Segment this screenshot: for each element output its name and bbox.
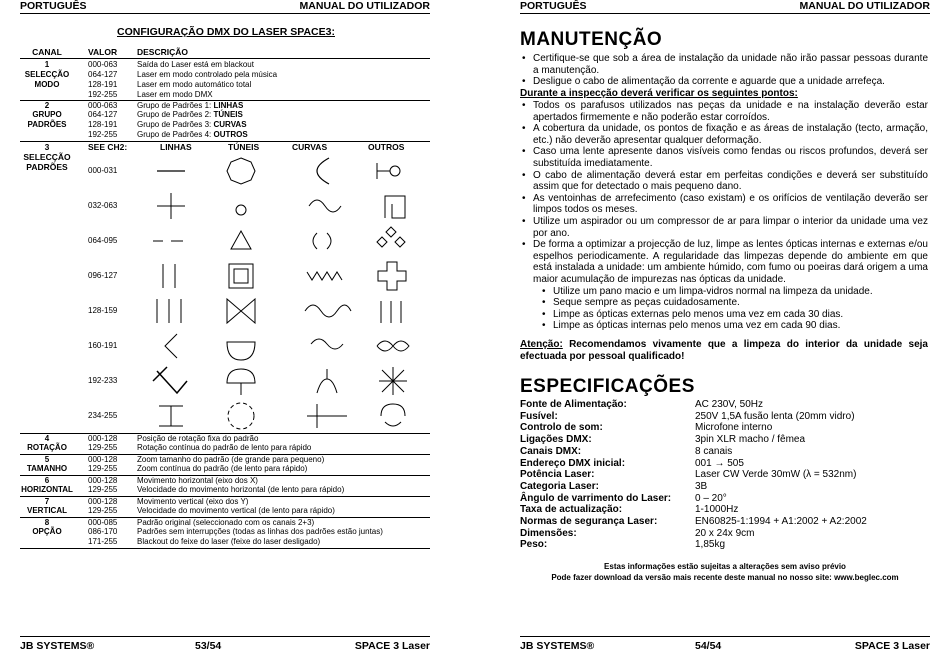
value-range: 128-191 [88, 120, 118, 129]
list-item: • Limpe as ópticas internas pelo menos uma vez em cada 90 dias. [520, 320, 928, 332]
channel-number: 5 [44, 455, 50, 464]
group-name: LINHAS [213, 101, 244, 110]
desc-prefix: Grupo de Padrões 2: [137, 110, 214, 119]
pattern-arc-icon [313, 233, 317, 249]
page-header [20, 0, 430, 14]
footer-brand: JB SYSTEMS® [520, 640, 595, 652]
footer-product: SPACE 3 Laser [354, 640, 430, 652]
header-language: PORTUGUÊS [520, 0, 587, 12]
list-item: • Limpe as ópticas externas pelo menos uma vez em cada 30 dias. [520, 309, 928, 321]
download-line: Pode fazer download da versão mais recente deste manual no nosso site: www.beglec.com [551, 573, 899, 582]
pattern-half-circle-icon [227, 342, 255, 360]
description: Movimento horizontal (eixo dos X) [137, 476, 258, 485]
value-range: 000-063 [88, 60, 118, 69]
spec-row [520, 504, 930, 516]
list-item: • Utilize um pano macio e um limpa-vidros normal na limpeza da unidade. [520, 286, 928, 298]
footer-product: SPACE 3 Laser [854, 640, 930, 652]
col-valor: VALOR [88, 47, 118, 57]
spec-value: 250V 1,5A fusão lenta (20mm vidro) [695, 410, 855, 422]
value-range: 000-031 [88, 166, 118, 175]
pattern-row [20, 258, 430, 293]
disclaimer-note [520, 561, 930, 583]
value-range: 192-255 [88, 130, 118, 139]
description: Saída do Laser está em blackout [137, 60, 254, 69]
group-lines: LINHAS [160, 142, 192, 152]
value-range: 064-127 [88, 110, 118, 119]
spec-row [520, 434, 930, 446]
maintenance-intro-list [520, 53, 928, 88]
description [137, 130, 248, 140]
value-range: 086-170 [88, 527, 118, 536]
channel-name: SELECÇÃO [24, 70, 70, 79]
spec-row [520, 481, 930, 493]
group-others: OUTROS [368, 142, 405, 152]
spec-value: EN60825-1:1994 + A1:2002 + A2:2002 [695, 516, 867, 528]
value-range: 234-255 [88, 411, 118, 420]
ch6-row [20, 475, 430, 485]
list-item: • A cobertura da unidade, os pontos de fixação e as áreas de instalação (tecto, armação, etc.) não deverão apresentar qualquer deformação. [520, 123, 928, 146]
list-item: • De forma a optimizar a projecção de luz, limpe as lentes ópticas internas e externas e/ou espelhos periodicamente. A regularidade das limpezas depende do ambiente em que está instalada a unidade: um ambiente húmido, com fumo ou poeiras dará origem a uma maior acumulação de impurezas nas ópticas da unidade. [520, 239, 928, 285]
specifications-table [520, 399, 930, 551]
value-range: 160-191 [88, 341, 118, 350]
description: Velocidade do movimento vertical (de lento para rápido) [137, 506, 335, 515]
pattern-arc-icon [385, 422, 401, 426]
spec-label: Endereço DMX inicial: [520, 457, 626, 469]
footer-page-number: 53/54 [195, 640, 222, 652]
value-range: 032-063 [88, 201, 118, 210]
pattern-diamond-icon [377, 237, 387, 247]
channel-number: 7 [44, 497, 50, 506]
ch5-row [20, 454, 430, 464]
value-range: 128-191 [88, 80, 118, 89]
pattern-arc-icon [317, 158, 329, 184]
value-range: 000-063 [88, 101, 118, 110]
page-footer [20, 636, 430, 652]
description: Blackout do feixe do laser (feixe do laser desligado) [137, 537, 321, 546]
spec-row [520, 411, 930, 423]
spec-row [520, 399, 930, 411]
list-item: • Desligue o cabo de alimentação da corrente e aguarde que a unidade arrefeça. [520, 76, 928, 88]
attention-label: Atenção: [520, 339, 563, 350]
value-range: 000-128 [88, 455, 118, 464]
right-page [520, 0, 930, 654]
channel-name: HORIZONTAL [21, 485, 73, 494]
pattern-diamond-icon [395, 237, 405, 247]
description: Zoom contínua do padrão (de lento para rápido) [137, 464, 308, 473]
spec-row [520, 458, 930, 470]
spec-value: AC 230V, 50Hz [695, 399, 764, 410]
channel-name: ROTAÇÃO [27, 443, 67, 452]
value-range: 064-127 [88, 70, 118, 79]
channel-name: PADRÕES [27, 120, 67, 129]
ch2-row [20, 100, 430, 110]
value-range: 000-128 [88, 434, 118, 443]
spec-row [520, 516, 930, 528]
pattern-icons [137, 225, 437, 257]
spec-value: Laser CW Verde 30mW (λ = 532nm) [695, 469, 857, 481]
pattern-icons [137, 330, 437, 362]
pattern-infinity-icon [377, 341, 409, 351]
group-name: OUTROS [213, 130, 248, 139]
header-manual: MANUAL DO UTILIZADOR [299, 0, 430, 12]
pattern-icons [137, 260, 437, 292]
col-canal: CANAL [32, 47, 62, 57]
description: Velocidade do movimento horizontal (de lento para rápido) [137, 485, 345, 494]
table-header [20, 47, 430, 59]
channel-name: VERTICAL [27, 506, 67, 515]
channel-name: GRUPO [32, 110, 62, 119]
value-range: 129-255 [88, 506, 118, 515]
spec-row [520, 422, 930, 434]
header-manual: MANUAL DO UTILIZADOR [799, 0, 930, 12]
value-range: 129-255 [88, 443, 118, 452]
value-range: 000-085 [88, 518, 118, 527]
pattern-row [20, 188, 430, 223]
list-item: • Certifique-se que sob a área de instalação da unidade não irão passar pessoas durante a manutenção. [520, 53, 928, 76]
pattern-row [20, 293, 430, 328]
pattern-spiral-icon [385, 196, 405, 218]
channel-name: MODO [34, 80, 60, 89]
description: Laser em modo controlado pela música [137, 70, 278, 79]
description: Laser em modo DMX [137, 90, 213, 99]
spec-value: 20 x 24x 9cm [695, 527, 755, 539]
pattern-row [20, 328, 430, 363]
inspection-heading: Durante a inspecção deverá verificar os seguintes pontos: [520, 88, 798, 99]
group-curves: CURVAS [292, 142, 328, 152]
channel-name: TAMANHO [26, 464, 68, 473]
value-range: 128-159 [88, 306, 118, 315]
left-page [20, 0, 430, 654]
pattern-circle-icon [390, 166, 400, 176]
spec-label: Fusível: [520, 410, 558, 422]
spec-label: Canais DMX: [520, 445, 582, 457]
desc-prefix: Grupo de Padrões 4: [137, 130, 214, 139]
pattern-row [20, 223, 430, 258]
description: Padrão original (seleccionado com os canais 2+3) [137, 518, 315, 527]
spec-value: Microfone interno [695, 422, 773, 434]
spec-label: Taxa de actualização: [520, 504, 623, 516]
spec-value: 1-1000Hz [695, 504, 739, 516]
pattern-icons [137, 295, 437, 327]
value-range: 096-127 [88, 271, 118, 280]
spec-label: Ângulo de varrimento do Laser: [520, 492, 672, 504]
spec-label: Categoria Laser: [520, 480, 599, 492]
list-item: • O cabo de alimentação deverá estar em perfeitas condições e deverá ser substituído assim que for detectado o mais pequeno dano. [520, 170, 928, 193]
ch3-pattern-table [20, 141, 430, 433]
channel-name: PADRÕES [26, 162, 68, 172]
pattern-bowtie-icon [227, 299, 255, 323]
description: Posição de rotação fixa do padrão [137, 434, 259, 443]
list-item: • Seque sempre as peças cuidadosamente. [520, 297, 928, 309]
spec-row [520, 446, 930, 458]
pattern-diamond-icon [386, 227, 396, 237]
col-descricao: DESCRIÇÃO [137, 47, 189, 57]
pattern-zigzag-icon [157, 371, 187, 393]
spec-value: 3B [695, 480, 708, 492]
pattern-header [20, 141, 430, 152]
spec-value: 0 – 20° [695, 492, 727, 504]
channel-number: 8 [44, 518, 50, 527]
maintenance-heading: MANUTENÇÃO [520, 29, 663, 50]
group-name: CURVAS [213, 120, 247, 129]
pattern-square-icon [229, 264, 253, 288]
channel-number: 2 [44, 101, 50, 110]
channel-number: 6 [44, 476, 50, 485]
spec-label: Peso: [520, 539, 548, 551]
ch7-row [20, 496, 430, 506]
desc-prefix: Grupo de Padrões 1: [137, 101, 214, 110]
pattern-wave-icon [311, 339, 343, 349]
pattern-icons [137, 155, 437, 187]
spec-value: 1,85kg [695, 539, 726, 551]
pattern-row [20, 398, 430, 433]
pattern-cross-icon [378, 262, 406, 290]
pattern-arc-icon [317, 379, 337, 393]
description: Padrões sem interrupções (todas as linhas dos padrões estão juntas) [137, 527, 383, 536]
channel-name: OPÇÃO [32, 527, 62, 536]
list-item: • Utilize um aspirador ou um compressor de ar para limpar o interior da unidade uma vez por ano. [520, 216, 928, 239]
ch8-row [20, 517, 430, 527]
pattern-row [20, 363, 430, 398]
spec-value: 8 canais [695, 445, 733, 457]
page-footer [520, 636, 930, 652]
channel-name: SELECÇÃO [23, 152, 71, 162]
specifications-heading: ESPECIFICAÇÕES [520, 376, 695, 397]
header-language: PORTUGUÊS [20, 0, 87, 12]
spec-row [520, 528, 930, 540]
value-range: 171-255 [88, 537, 118, 546]
pattern-wave-icon [309, 200, 341, 212]
pattern-square-icon [234, 269, 248, 283]
list-item: • As ventoinhas de arrefecimento (caso existam) e os orifícios de ventilação deverão ser limpos todos os meses. [520, 193, 928, 216]
page-header [520, 0, 930, 14]
footer-brand: JB SYSTEMS® [20, 640, 95, 652]
pattern-triangle-icon [231, 231, 251, 249]
pattern-dashed-circle-icon [228, 403, 254, 429]
value-range: 192-255 [88, 90, 118, 99]
channel-number: 1 [44, 60, 50, 69]
spec-value: 001 → 505 [695, 457, 744, 469]
pattern-circle-icon [236, 205, 246, 215]
spec-row [520, 493, 930, 505]
spec-label: Potência Laser: [520, 469, 595, 481]
dmx-config-title: CONFIGURAÇÃO DMX DO LASER SPACE3: [117, 26, 335, 38]
ch4-row [20, 433, 430, 443]
spec-label: Controlo de som: [520, 422, 603, 434]
inspection-list [520, 100, 928, 332]
channel-number: 3 [44, 142, 50, 152]
group-name: TÚNEIS [213, 110, 243, 119]
table-bottom-rule [20, 548, 430, 549]
pattern-icons [137, 400, 437, 432]
spec-label: Normas de segurança Laser: [520, 516, 658, 528]
pattern-icons [137, 365, 437, 397]
description [137, 120, 247, 130]
pattern-icons [137, 190, 437, 222]
see-ch2-label: SEE CH2: [88, 142, 128, 152]
footer-page-number: 54/54 [695, 640, 722, 652]
value-range: 000-128 [88, 476, 118, 485]
group-tunnels: TÚNEIS [228, 142, 260, 152]
pattern-wave-icon [305, 305, 351, 317]
pattern-arc-icon [327, 233, 331, 249]
attention-note [520, 339, 928, 363]
spec-value: 3pin XLR macho / fêmea [695, 434, 806, 446]
value-range: 064-095 [88, 236, 118, 245]
spec-label: Fonte de Alimentação: [520, 399, 627, 410]
list-item: • Todos os parafusos utilizados nas peças da unidade e na instalação deverão estar apertados firmemente e não poderão estar corroídos. [520, 100, 928, 123]
spec-label: Ligações DMX: [520, 434, 592, 446]
description: Laser em modo automático total [137, 80, 252, 89]
pattern-octagon-icon [227, 158, 255, 184]
value-range: 000-128 [88, 497, 118, 506]
attention-text: Recomendamos vivamente que a limpeza do interior da unidade seja efectuada por pessoal qualificado! [520, 339, 928, 362]
spec-row [520, 539, 930, 551]
list-item: • Caso uma lente apresente danos visíveis como fendas ou riscos profundos, deverá ser substituída imediatamente. [520, 146, 928, 169]
channel-number: 4 [44, 434, 50, 443]
spec-label: Dimensões: [520, 527, 577, 539]
pattern-chevron-icon [165, 334, 177, 358]
value-range: 129-255 [88, 464, 118, 473]
value-range: 192-233 [88, 376, 118, 385]
description [137, 110, 243, 120]
value-range: 129-255 [88, 485, 118, 494]
pattern-half-circle-icon [227, 369, 255, 383]
pattern-row [20, 153, 430, 188]
description: Movimento vertical (eixo dos Y) [137, 497, 249, 506]
description: Rotação contínua do padrão de lento para rápido [137, 443, 312, 452]
pattern-arc-icon [381, 404, 405, 416]
disclaimer-line: Estas informações estão sujeitas a alterações sem aviso prévio [604, 562, 846, 571]
description: Zoom tamanho do padrão (de grande para pequeno) [137, 455, 325, 464]
pattern-zigzag-icon [307, 272, 342, 280]
desc-prefix: Grupo de Padrões 3: [137, 120, 214, 129]
spec-row [520, 469, 930, 481]
